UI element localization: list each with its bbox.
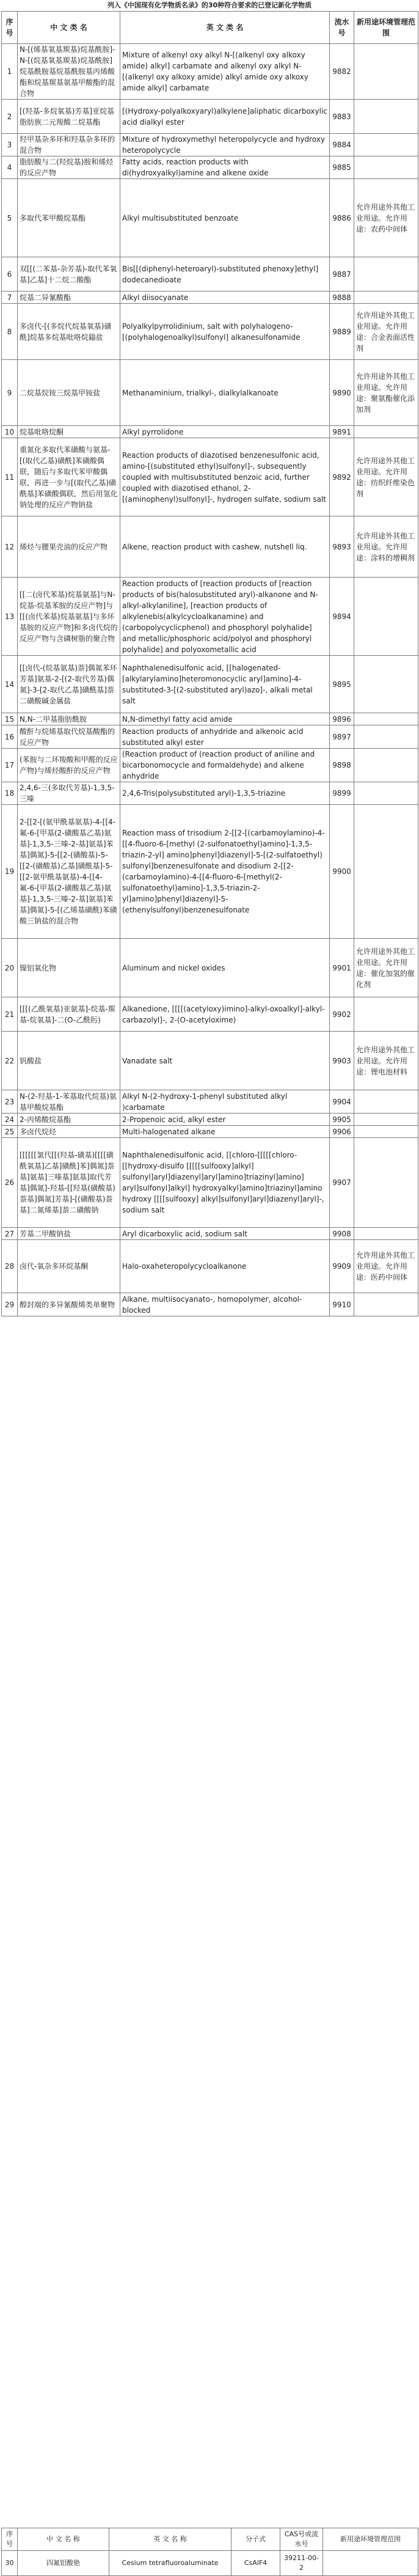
row-en-name: Polyalkylpyrrolidinium, salt with polyhalogeno-[(polyhalogenoalkyl)sulfonyl] alkanesulfonamide	[120, 304, 330, 360]
row-en-name: Mixture of alkenyl oxy alkyl N-[(alkenyl oxy alkoxy amide) alkyl] carbamate and alkenyl oxy alkyl N-[(alkenyl oxy alkoxy amide) alkyl amide oxy alkoxy amide alkyl] carbamate	[120, 44, 330, 100]
table-row	[2, 1090, 418, 1114]
row-code: 9905	[330, 1114, 354, 1126]
row-code: 9884	[330, 134, 354, 156]
row-cn-name: [[卤代-(烷基氨基)萘]偶氮苯环芳基]氨基-2-[(2-取代芳基)偶氮]-3-[2-取代乙基]磺酰基]萘二磺酸碱金属盐	[18, 656, 120, 713]
table-row	[2, 725, 418, 749]
table-row	[2, 656, 418, 713]
row-number: 11	[2, 438, 18, 516]
table-row	[2, 1293, 418, 1316]
row-number: 1	[2, 44, 18, 100]
row-code: 9889	[330, 304, 354, 360]
row-number: 10	[2, 426, 18, 438]
row-new-use	[354, 1228, 418, 1240]
row-code: 9900	[330, 805, 354, 939]
row-number: 28	[2, 1240, 18, 1293]
row-number: 15	[2, 713, 18, 725]
row-code: 9883	[330, 100, 354, 134]
row-code: 9897	[330, 725, 354, 749]
row-cn-name: 脂肪酸与二(羟烷基)胺和烯烃的反应产物	[18, 156, 120, 179]
row-cn-name: 酸酐与烷烯基取代烷基酸酯的反应产物	[18, 725, 120, 749]
row-cn-name: 二烷基烷铵三烷基甲铵盐	[18, 360, 120, 426]
row-code: 9903	[330, 1032, 354, 1090]
row-en-name: [(Hydroxy-polyalkoxyaryl)alkylene]aliphatic dicarboxylic acid dialkyl ester	[120, 100, 330, 134]
row-new-use	[354, 1090, 418, 1114]
row-cn-name: 烯烃与腰果壳油的反应产物	[18, 516, 120, 578]
row-code: 9896	[330, 713, 354, 725]
row-en-name: Aluminum and nickel oxides	[120, 939, 330, 997]
row-new-use	[354, 156, 418, 179]
row-code: 9906	[330, 1126, 354, 1138]
table-row	[2, 1228, 418, 1240]
row-en-name: Multi-halogenated alkane	[120, 1126, 330, 1138]
row-new-use: 允许用途外其他工业用途。允许用途：涂料的增稠剂	[354, 516, 418, 578]
footer-header-row	[2, 2528, 418, 2551]
footer-header-no: 序号	[2, 2528, 18, 2551]
row-en-name: Alkyl diisocyanate	[120, 292, 330, 304]
row-cn-name: 醇封端的多异氰酸烯类单聚物	[18, 1293, 120, 1316]
footer-new-use	[323, 2551, 418, 2576]
row-number: 27	[2, 1228, 18, 1240]
row-new-use: 允许用途外其他工业用途。允许用途：催化加氢的催化剂	[354, 939, 418, 997]
row-en-name: Aryl dicarboxylic acid, sodium salt	[120, 1228, 330, 1240]
row-en-name: N,N-dimethyl fatty acid amide	[120, 713, 330, 725]
row-new-use	[354, 997, 418, 1032]
row-new-use	[354, 725, 418, 749]
row-cn-name: 多卤代烷烃	[18, 1126, 120, 1138]
footer-row	[2, 2551, 418, 2576]
row-number: 8	[2, 304, 18, 360]
row-cn-name: 烷基二异氰酸酯	[18, 292, 120, 304]
row-new-use: 允许用途外其他工业用途。允许用途：农药中间体	[354, 179, 418, 257]
row-number: 22	[2, 1032, 18, 1090]
row-new-use: 允许用途外其他工业用途。允许用途：聚氨酯催化添加剂	[354, 360, 418, 426]
row-en-name: Reaction products of [reaction products of [reaction products of bis(halosubstituted aryl)-alkanone and N-alkyl-alkylaniline], [reaction products of alkylenebis(alkylcycloalkanamine) and (carbopolycyclicphenol) and phosphoryl polyhalide] and metallic/phosphoric acid/polyol and phosphoryl polyhalide] and polyoxometallic acid	[120, 578, 330, 656]
row-cn-name: 双[[(二苯基-杂芳基)-取代苯氧基]乙基]十二烷二酸酯	[18, 257, 120, 292]
row-code: 9904	[330, 1090, 354, 1114]
table-row	[2, 805, 418, 939]
row-cn-name: 镍铝氧化物	[18, 939, 120, 997]
row-new-use	[354, 578, 418, 656]
table-row	[2, 304, 418, 360]
table-row	[2, 426, 418, 438]
row-en-name: Reaction mass of trisodium 2-[[2-[(carbamoylamino)-4-[[4-fluoro-6-[methyl (2-sulfonatoethyl)amino]-1,3,5-triazin-2-yl] amino]phenyl]diazenyl]-5-[(2-sulfatoethyl) sulfonyl]benzenesulfonate and disodium 2-[[2-(carbamoylamino)-4-[[4-fluoro-6-[methyl(2-sulfonatoethyl)amino]-1,3,5-triazin-2-yl]amino]phenyl]diazenyl]-5-(ethenylsulfonyl)benzenesulfonate	[120, 805, 330, 939]
row-cn-name: N,N-二甲基脂肪酰胺	[18, 713, 120, 725]
table-row	[2, 749, 418, 782]
row-number: 2	[2, 100, 18, 134]
row-new-use	[354, 257, 418, 292]
row-code: 9886	[330, 179, 354, 257]
row-cn-name: [(羟基-多烷氧基)芳基]亚烷基脂肪族二元羧酸二烷基酯	[18, 100, 120, 134]
header-code: 流水号	[330, 12, 354, 44]
table-row	[2, 997, 418, 1032]
table-row	[2, 1126, 418, 1138]
table-row	[2, 179, 418, 257]
row-en-name: Bis[[(diphenyl-heteroaryl)-substituted phenoxy]ethyl] dodecanedioate	[120, 257, 330, 292]
row-new-use	[354, 713, 418, 725]
row-new-use	[354, 749, 418, 782]
row-number: 14	[2, 656, 18, 713]
table-row	[2, 44, 418, 100]
table-row	[2, 100, 418, 134]
row-cn-name: 2-[[2-[(氨甲酰基氨基)-4-[[4-氟-6-[甲基(2-磺酸基乙基)氨基]-1,3,5-三嗪-2-基]氨基]苯基]偶氮]-5-[[2-(磺酸基)-5-[[2-(磺酸基)乙基]磺酰基]-5-[[2-氨甲酰基氨基)-4-[[4-氟-6-[甲基(2-磺酸基乙基)氨基]-1,3,5-三嗪-2-基]氨基]苯基]偶氮]-5-[(乙烯基磺酰)苯磺酸三钠盐的混合物	[18, 805, 120, 939]
row-cn-name: 重氮化多取代苯磺酸与氨基-[(取代乙基)磺酰]苯磺酸偶联，随后与多取代苯甲酸偶联，再进一步与[(取代乙基)磺酰基]苯磺酸偶联，然后用氢化钠处理的反应产物钠盐	[18, 438, 120, 516]
row-en-name: (Reaction product of (reaction product of aniline and bicarbonomocycle and formaldehyde) and alkene anhydride	[120, 749, 330, 782]
row-number: 5	[2, 179, 18, 257]
table-row	[2, 156, 418, 179]
row-cn-name: 烷基吡咯烷酮	[18, 426, 120, 438]
row-number: 18	[2, 782, 18, 805]
row-new-use: 允许用途外其他工业用途。允许用途：医药中间体	[354, 1240, 418, 1293]
row-code: 9890	[330, 360, 354, 426]
header-new-use: 新用途环境管理范围	[354, 12, 418, 44]
table-row	[2, 292, 418, 304]
row-new-use	[354, 805, 418, 939]
table-row	[2, 782, 418, 805]
substances-table	[1, 11, 418, 1316]
table-body	[2, 44, 418, 1316]
row-new-use: 允许用途外其他工业用途。允许用途：锂电池材料	[354, 1032, 418, 1090]
row-code: 9898	[330, 749, 354, 782]
table-row	[2, 134, 418, 156]
row-new-use	[354, 100, 418, 134]
row-cn-name: 多取代苯甲酸烷基酯	[18, 179, 120, 257]
row-number: 19	[2, 805, 18, 939]
table-row	[2, 939, 418, 997]
row-new-use	[354, 1114, 418, 1126]
row-code: 9893	[330, 516, 354, 578]
row-en-name: Reaction products of anhydride and alkenoic acid substituted alkyl ester	[120, 725, 330, 749]
row-cn-name: 2,4,6-三(多取代芳基)-1,3,5-三嗪	[18, 782, 120, 805]
row-number: 7	[2, 292, 18, 304]
row-code: 9899	[330, 782, 354, 805]
row-en-name: Mixture of hydroxymethyl heteropolycycle and hydroxy heteropolycycle	[120, 134, 330, 156]
row-cn-name: N-(2-羟基-1-苯基取代烷基)氨基甲酸烷基酯	[18, 1090, 120, 1114]
row-en-name: Alkene, reaction product with cashew, nutshell liq.	[120, 516, 330, 578]
row-number: 3	[2, 134, 18, 156]
footer-en-name: Cesium tetrafluoroaluminate	[109, 2551, 231, 2576]
row-code: 9885	[330, 156, 354, 179]
row-number: 24	[2, 1114, 18, 1126]
row-number: 4	[2, 156, 18, 179]
row-en-name: Reaction products of diazotised benzenesulfonic acid, amino-[(substituted ethyl)sulfonyl]-, subsequently coupled with multisubstituted benzoic acid, further coupled with diazotised ethanol, 2-[(aminophenyl)sulfonyl]-, hydrogen sulfate, sodium salt	[120, 438, 330, 516]
row-code: 9895	[330, 656, 354, 713]
row-new-use	[354, 782, 418, 805]
row-en-name: Naphthalenedisulfonic acid, [[chloro-[[[[[chloro-[[hydroxy-disulfo [[[[[sulfooxy]alkyl] sulfonyl]aryl]diazenyl]aryl]amino]triazinyl]amino] aryl]sulfonyl]alkyl] hydroxyalkyl]amino]triazinyl]amino hydroxy [[[[sulfooxy] alkyl]sulfonyl]aryl]diazenyl]aryl]-, sodium salt	[120, 1138, 330, 1228]
footer-cas: 39211-00-2	[280, 2551, 323, 2576]
row-code: 9902	[330, 997, 354, 1032]
row-new-use	[354, 1293, 418, 1316]
row-en-name: 2,4,6-Tris(polysubstituted aryl)-1,3,5-triazine	[120, 782, 330, 805]
row-new-use: 允许用途外其他工业用途。允许用途：纺织纤维染色剂	[354, 438, 418, 516]
row-cn-name: N-[(烯基氧基羰基)烷基酰胺]-N-[(烷基氧基羰基)烷基酰胺]烷基酰胺基烷基酰胺基丙烯酸酯和烷基羰基氨基甲酸酯的混合物	[18, 44, 120, 100]
footer-header-cas: CAS号或流水号	[280, 2528, 323, 2551]
header-no: 序号	[2, 12, 18, 44]
table-row	[2, 713, 418, 725]
row-code: 9888	[330, 292, 354, 304]
row-cn-name: (苯胺与二环羧酸和甲醛的反应产物)与烯烃酸酐的反应产物	[18, 749, 120, 782]
table-row	[2, 438, 418, 516]
row-cn-name: 芳基二甲酸钠盐	[18, 1228, 120, 1240]
row-number: 6	[2, 257, 18, 292]
table-row	[2, 1138, 418, 1228]
row-number: 21	[2, 997, 18, 1032]
row-en-name: Alkanedione, [[[[(acetyloxy)imino]-alkyl-oxoalkyl]-alkyl-carbazolyl]-, 2-(O-acetyloxime)	[120, 997, 330, 1032]
row-cn-name: 多卤代-[(多烷代烷基氧基)磺酰]烷基多烷基吡咯烷鎓盐	[18, 304, 120, 360]
row-code: 9909	[330, 1240, 354, 1293]
footer-cn-name: 四氟铝酸铯	[18, 2551, 109, 2576]
row-en-name: Fatty acids, reaction products with di(hydroxyalkyl)amine and alkene oxide	[120, 156, 330, 179]
table-row	[2, 360, 418, 426]
row-new-use: 允许用途外其他工业用途。允许用途：合金表面活性剂	[354, 304, 418, 360]
row-cn-name: [[[(乙酰氧基)亚氨基]-烷基-羰基-烷氧基]-二(O-乙酰肟)	[18, 997, 120, 1032]
footer-header-cn-name: 中 文 名 称	[18, 2528, 109, 2551]
row-cn-name: 钒酸盐	[18, 1032, 120, 1090]
row-en-name: Vanadate salt	[120, 1032, 330, 1090]
table-row	[2, 578, 418, 656]
footer-header-formula: 分子式	[231, 2528, 280, 2551]
row-new-use	[354, 1126, 418, 1138]
footer-header-new-use: 新用途环境管理范围	[323, 2528, 418, 2551]
row-number: 13	[2, 578, 18, 656]
row-en-name: Alkyl N-(2-hydroxy-1-phenyl substituted alkyl )carbamate	[120, 1090, 330, 1114]
row-en-name: Halo-oxaheteropolycycloalkanone	[120, 1240, 330, 1293]
row-number: 26	[2, 1138, 18, 1228]
row-number: 23	[2, 1090, 18, 1114]
row-new-use	[354, 292, 418, 304]
row-en-name: Naphthalenedisulfonic acid, [[halogenated-[alkylarylamino]heteromonocyclic aryl]amino]-4-substituted-3-[(2-substituted aryl)azo]-, alkali metal salt	[120, 656, 330, 713]
row-code: 9887	[330, 257, 354, 292]
header-en-name: 英 文 类 名	[120, 12, 330, 44]
table-row	[2, 516, 418, 578]
row-code: 9882	[330, 44, 354, 100]
table-header-row	[2, 12, 418, 44]
row-cn-name: 羟甲基杂多环和羟基杂多环的混合物	[18, 134, 120, 156]
row-number: 20	[2, 939, 18, 997]
row-cn-name: 卤代-氧杂多环烷基酮	[18, 1240, 120, 1293]
row-new-use	[354, 134, 418, 156]
row-number: 16	[2, 725, 18, 749]
row-number: 12	[2, 516, 18, 578]
row-cn-name: [[[[[[氯代[[(羟基-磺基)[[[[磺酰氧基]乙基]磺酰]苯]偶氮]萘基]氨基]三嗪基]氨基]取代芳基]偶氮]-羟基-[[羟基(磺酸基)萘基]偶氮]芳基]-[(磺酸基)萘基]二氮烯基]萘二磺酸钠	[18, 1138, 120, 1228]
row-code: 9892	[330, 438, 354, 516]
row-code: 9901	[330, 939, 354, 997]
row-new-use	[354, 656, 418, 713]
row-cn-name: [[二(卤代苯基)烷基氨基]与N-烷基-烷基苯胺的反应产物]与[[(卤代苯基)烷基氨基]与多环基胺的反应产物]和多卤代烷的反应产物与含磷树脂的聚合物	[18, 578, 120, 656]
footer-formula: CsAlF4	[231, 2551, 280, 2576]
table-row	[2, 1114, 418, 1126]
row-new-use	[354, 1138, 418, 1228]
row-en-name: Alkyl multisubstituted benzoate	[120, 179, 330, 257]
footer-header-en-name: 英 文 名 称	[109, 2528, 231, 2551]
footer-table	[1, 2528, 418, 2576]
table-row	[2, 257, 418, 292]
document-title: 列入《中国现有化学物质名录》的30种符合要求的已登记新化学物质	[107, 1, 312, 9]
row-number: 25	[2, 1126, 18, 1138]
row-number: 9	[2, 360, 18, 426]
row-code: 9910	[330, 1293, 354, 1316]
row-code: 9907	[330, 1138, 354, 1228]
row-new-use	[354, 44, 418, 100]
row-code: 9891	[330, 426, 354, 438]
row-number: 29	[2, 1293, 18, 1316]
row-code: 9908	[330, 1228, 354, 1240]
row-cn-name: 2-丙烯酸烷基酯	[18, 1114, 120, 1126]
row-new-use	[354, 426, 418, 438]
footer-no: 30	[2, 2551, 18, 2576]
row-en-name: Alkyl pyrrolidone	[120, 426, 330, 438]
header-cn-name: 中 文 类 名	[18, 12, 120, 44]
table-row	[2, 1032, 418, 1090]
table-row	[2, 1240, 418, 1293]
row-number: 17	[2, 749, 18, 782]
row-en-name: Alkane, multiisocyanato-, homopolymer, alcohol-blocked	[120, 1293, 330, 1316]
row-en-name: Methanaminium, trialkyl-, dialkylalkanoate	[120, 360, 330, 426]
row-en-name: 2-Propenoic acid, alkyl ester	[120, 1114, 330, 1126]
row-code: 9894	[330, 578, 354, 656]
